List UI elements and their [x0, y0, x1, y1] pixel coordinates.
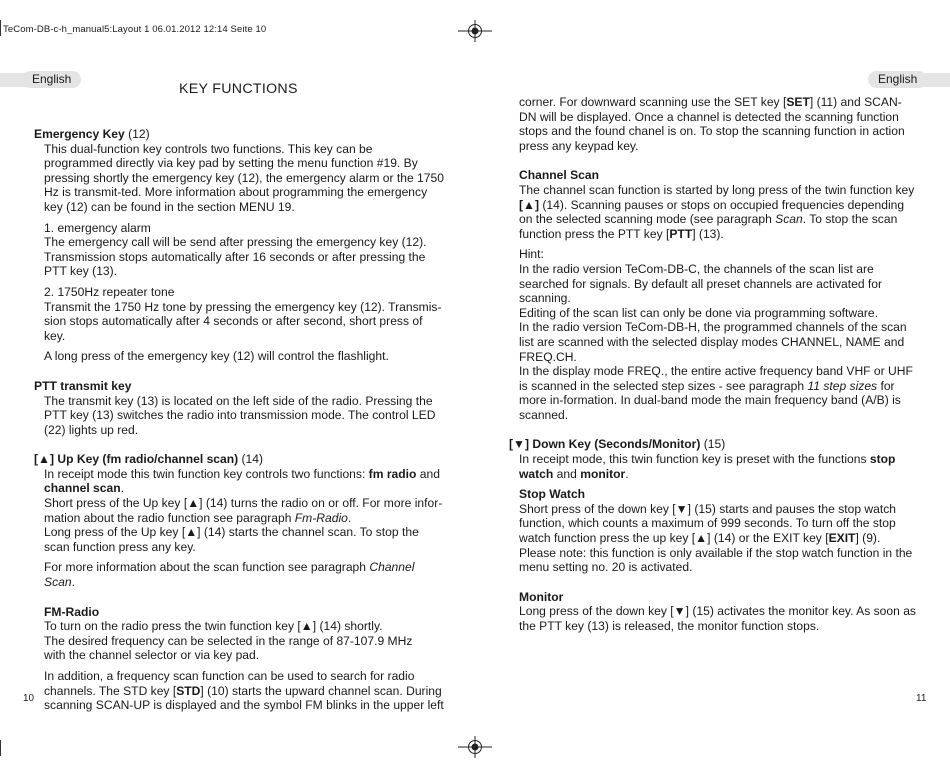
monitor-body: [509, 604, 919, 633]
sw-text-c: ] (15) starts and pauses the stop watch function, which counts a maximum of 999 seconds. To turn off the stop watch function press the up key [: [519, 501, 897, 546]
page-number-right: 11: [916, 693, 927, 704]
down-text-e: .: [625, 466, 629, 481]
emergency-key-heading-number: (12): [124, 127, 150, 141]
down-key-body: [509, 452, 919, 481]
registration-mark-top-icon: [458, 20, 492, 42]
repeater-tone-body: Transmit the 1750 Hz tone by pressing the emergency key (12). Transmis-sion stops automatically after 4 seconds or after second, short press of key.: [44, 299, 442, 343]
hint-line-3: In the radio version TeCom-DB-H, the programmed channels of the scan list are scanned with the selected display modes CHANNEL, NAME and FREQ.CH.: [519, 320, 907, 364]
down-stop-watch: stop watch: [519, 452, 896, 481]
up-key-heading-text: [▲] Up Key (fm radio/channel scan): [34, 452, 239, 467]
down-key-heading-number: (15): [700, 437, 726, 452]
chscan-ptt-key: PTT: [669, 226, 693, 241]
left-column: [34, 127, 444, 713]
language-label-right: English: [868, 71, 927, 88]
up-arrow-icon: ▲: [187, 496, 200, 511]
fm-p4-text-a: In addition, a frequency scan function can be used to search for radio channels. The STD key [: [44, 669, 415, 698]
fm-radio-p1: [34, 619, 444, 634]
channel-scan-heading: Channel Scan: [519, 168, 599, 183]
cont-set-key: SET: [786, 95, 810, 109]
up-key-short-press: [34, 496, 444, 525]
emergency-alarm-body: The emergency call will be send after pressing the emergency key (12). Transmission stops automatically after 16 seconds or after pressing the PTT key (13).: [44, 235, 427, 279]
hint-line-1: In the radio version TeCom-DB-C, the channels of the scan list are searched for signals. By default all preset channels are activated for scanning.: [519, 261, 883, 306]
fm-p4-std-key: STD: [176, 683, 201, 698]
up-arrow-icon: ▲: [300, 619, 313, 634]
fm-radio-p2: The desired frequency can be selected in the range of 87-107.9 MHz: [44, 633, 413, 648]
ptt-key-heading: PTT transmit key: [34, 378, 132, 393]
up-key-heading: [34, 452, 444, 467]
fm-p1-text-a: To turn on the radio press the twin function key [: [44, 619, 301, 634]
sw-text-g: ] (9).: [855, 531, 881, 546]
mon-text-c: ] (15) activates the monitor key. As soon as the PTT key (13) is released, the monitor function stops.: [519, 604, 916, 633]
up-more-channel-scan-ref: Channel Scan: [44, 560, 415, 590]
hint-title: Hint:: [519, 247, 544, 262]
sw-exit-key: EXIT: [828, 531, 856, 546]
stop-watch-body: [509, 502, 919, 546]
mon-text-a: Long press of the down key [: [519, 604, 674, 619]
hint-l4-text-a: In the display mode FREQ., the entire active frequency band VHF or UHF is scanned in the selected step sizes - see paragraph: [519, 364, 913, 393]
registration-mark-bottom-icon: [458, 736, 492, 758]
hint-step-sizes-ref: 11 step sizes: [807, 378, 878, 393]
repeater-tone-title: 2. 1750Hz repeater tone: [44, 284, 175, 299]
up-short-text-c: ] (14) turns the radio on or off. For more infor-mation about the radio function see paragraph: [44, 496, 443, 525]
page-number-left: 10: [23, 693, 35, 704]
up-short-fm-radio-ref: Fm-Radio: [294, 510, 348, 525]
scan-continuation: [509, 95, 919, 153]
sw-text-e: ] (14) or the EXIT key [: [707, 531, 829, 546]
stop-watch-note: Please note: this function is only available if the stop watch function in the menu setting no. 20 is activated.: [519, 545, 913, 575]
crop-mark-top-left: [0, 20, 1, 36]
up-key-intro-scan: channel scan: [44, 481, 121, 496]
up-key-intro: [34, 467, 444, 496]
cont-text-a: corner. For downward scanning use the SET key [: [519, 95, 787, 109]
down-arrow-icon: ▼: [675, 501, 688, 516]
chscan-text-g: ] (13).: [692, 226, 724, 241]
hint-l4-text-c: for more in-formation. In dual-band mode the main frequency band (A/B) is scanned.: [519, 378, 901, 422]
down-monitor: monitor: [580, 466, 626, 481]
down-key-heading-text: [▼] Down Key (Seconds/Monitor): [509, 437, 701, 452]
up-short-text-a: Short press of the Up key [: [44, 496, 188, 511]
ptt-key-body: The transmit key (13) is located on the left side of the radio. Pressing the PTT key (13) switches the radio into transmission mode. The control LED (22) lights up red.: [44, 393, 436, 437]
down-key-heading: [509, 437, 919, 452]
print-slug: TeCom-DB-c-h_manual5:Layout 1 06.01.2012 12:14 Seite 10: [3, 24, 267, 35]
down-text-c: and: [553, 466, 581, 481]
emergency-key-heading: [34, 127, 444, 142]
fm-radio-heading: FM-Radio: [44, 604, 100, 619]
channel-scan-body: [509, 183, 919, 241]
up-arrow-icon: ▲: [695, 531, 708, 546]
up-key-heading-number: (14): [238, 452, 264, 467]
down-text-a: In receipt mode, this twin function key is preset with the functions: [519, 452, 870, 467]
language-label-left: English: [22, 71, 81, 88]
right-column: [509, 95, 919, 634]
down-arrow-icon: ▼: [673, 604, 686, 619]
flashlight-note: A long press of the emergency key (12) will control the flashlight.: [44, 349, 389, 364]
chscan-text-a: The channel scan function is started by long press of the twin function key: [519, 182, 915, 197]
up-key-intro-text: In receipt mode this twin function key controls two functions:: [44, 466, 369, 481]
chscan-text-e: . To stop the scan function press the PTT key [: [519, 212, 898, 241]
up-key-long-press: [34, 525, 444, 554]
emergency-key-heading-text: Emergency Key: [34, 127, 125, 141]
hint-line-2: Editing of the scan list can only be done via programming software.: [519, 305, 878, 320]
up-key-intro-end: .: [120, 481, 125, 496]
up-more-text-c: .: [71, 575, 75, 590]
up-long-text-c: ] (14) starts the channel scan. To stop the scan function press any key.: [44, 525, 419, 554]
up-long-text-a: Long press of the Up key [: [44, 525, 186, 540]
up-key-intro-fm: fm radio: [368, 466, 417, 481]
stop-watch-heading: Stop Watch: [519, 487, 586, 502]
emergency-key-body: This dual-function key controls two functions. This key can be programmed directly via key pad by setting the menu function #19. By pressing shortly the emergency key (12), the emergency alarm or the 1750 Hz is transmit-ted. More information about programming the emergency key (12) can be found in the section MENU 19.: [44, 141, 444, 214]
crop-mark-bottom-left: [0, 740, 1, 756]
up-key-more-info: [34, 560, 444, 589]
fm-radio-p3: with the channel selector or via key pad.: [44, 648, 260, 663]
emergency-alarm-title: 1. emergency alarm: [44, 220, 151, 235]
fm-p4-text-c: ] (10) starts the upward channel scan. During scanning SCAN-UP is displayed and the symbol FM blinks in the upper left: [44, 683, 444, 713]
sw-text-a: Short press of the down key [: [519, 501, 676, 516]
up-more-text-a: For more information about the scan function see paragraph: [44, 560, 370, 575]
chscan-scan-ref: Scan: [775, 212, 803, 227]
fm-radio-p4: [34, 669, 444, 713]
chscan-text-c: (14). Scanning pauses or stops on occupied frequencies depending on the selected scanning mode (see paragraph: [519, 197, 905, 227]
up-short-text-e: .: [347, 510, 352, 525]
up-key-intro-and: and: [416, 466, 440, 481]
up-arrow-icon: ▲: [185, 525, 198, 540]
hint-line-4: [509, 364, 919, 422]
up-arrow-icon: [▲]: [519, 197, 540, 212]
cont-text-c: ] (11) and SCAN-DN will be displayed. Once a channel is detected the scanning function stops and the found chanel is on. To stop the scanning function in action press any keypad key.: [519, 95, 905, 153]
monitor-heading: Monitor: [519, 589, 564, 604]
fm-p1-text-c: ] (14) shortly.: [312, 619, 383, 634]
section-title: KEY FUNCTIONS: [179, 81, 298, 97]
